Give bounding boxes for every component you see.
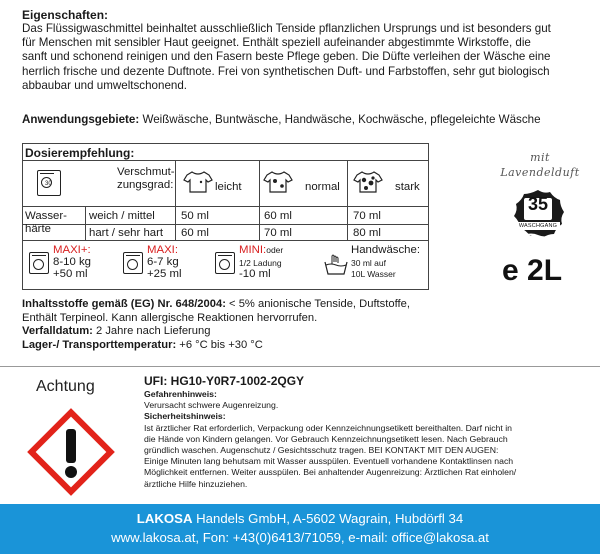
expiry-line [22, 325, 442, 339]
row-hard-normal: 70 ml [264, 227, 292, 239]
mini-load: 1/2 Ladung [239, 258, 282, 268]
storage-value: +6 °C bis +30 °C [179, 338, 263, 351]
volume-label: e 2L [502, 254, 563, 287]
application-label: Anwendungsgebiete: [22, 113, 140, 126]
maxi-plus-ml: +50 ml [53, 268, 88, 280]
machine-temp: 30 [45, 181, 52, 187]
properties-line: herrlich frische und dezente Duftnote. Frei von synthetischen Duft- und Farbstoffen, sehr gut biologisch [22, 64, 550, 78]
properties-line: für Menschen mit sensibler Haut geeignet. Enthält speziell aufeinander abgestimmte Wirkstoffe, die [22, 36, 531, 50]
maxi-ml: +25 ml [147, 268, 182, 280]
soil-label [117, 166, 175, 192]
application-areas [22, 113, 541, 126]
maxi-kg: 6-7 kg [147, 256, 179, 268]
hand-label: Handwäsche: [351, 244, 421, 256]
row-hard-light: 60 ml [181, 227, 209, 239]
expiry-label: Verfalldatum: [22, 325, 93, 338]
hazard-block [144, 389, 584, 490]
handwash-icon [323, 252, 349, 276]
footer [0, 504, 600, 554]
row-hard-label: hart / sehr hart [89, 227, 164, 239]
mini-ml: -10 ml [239, 268, 271, 280]
hardness-label-line: Wasser- [25, 210, 67, 222]
row-soft-normal: 60 ml [264, 210, 292, 222]
hardness-label-line: härte [25, 223, 51, 235]
mini-label-suffix: oder [266, 245, 284, 255]
lavender-line: mit [530, 151, 550, 164]
soil-label-line: Verschmut- [117, 166, 175, 178]
row-hard-heavy: 80 ml [353, 227, 381, 239]
hand-water: 10L Wasser [351, 269, 396, 279]
level-normal: normal [305, 181, 340, 193]
ingredients-line [22, 298, 442, 312]
row-soft-light: 50 ml [181, 210, 209, 222]
safety-title: Sicherheitshinweis: [144, 411, 226, 422]
tshirt-light-icon [183, 170, 213, 194]
ingredients-line2: Enthält Terpineol. Kann allergische Reaktionen hervorrufen. [22, 311, 318, 324]
hardness-label [25, 210, 67, 236]
badge-temp: 35 [527, 194, 549, 214]
properties-line: abbaubar und umweltschonend. [22, 78, 188, 92]
machine-maxi-plus-icon [29, 252, 49, 274]
footer-contact: www.lakosa.at, Fon: +43(0)6413/71059, e-mail: office@lakosa.at [111, 530, 489, 545]
row-soft-label: weich / mittel [89, 210, 155, 222]
machine-maxi-icon [123, 252, 143, 274]
properties-text [22, 22, 582, 93]
level-light: leicht [215, 181, 242, 193]
company-name: LAKOSA [136, 511, 193, 526]
expiry-value: 2 Jahre nach Lieferung [95, 325, 211, 338]
maxi-label: MAXI: [147, 244, 179, 256]
level-heavy: stark [395, 181, 420, 193]
maxi-plus-kg: 8-10 kg [53, 256, 91, 268]
ingredients-label: Inhaltsstoffe gemäß (EG) Nr. 648/2004: [22, 298, 226, 310]
mini-label [239, 244, 283, 257]
soil-label-line: zungsgrad: [117, 179, 174, 191]
ingredients-block [22, 298, 442, 352]
properties-title: Eigenschaften: [22, 8, 109, 22]
lavender-line: Lavendelduft [500, 166, 580, 179]
machine-mini-icon [215, 252, 235, 274]
lavender-text [480, 150, 600, 180]
safety-line: Ist ärztlicher Rat erforderlich, Verpackung oder Kennzeichnungsetikett bereithalten. Darf nicht in [144, 422, 512, 433]
dosage-table [22, 143, 429, 290]
badge-temp-label: WASCHGANG [518, 223, 558, 229]
dosage-title: Dosierempfehlung: [25, 146, 135, 160]
section-divider [0, 366, 600, 367]
properties-line: sanft und schonend reinigen und den Fasern beste Pflege geben. Die Düfte verleihen der Wäsche eine [22, 50, 551, 64]
warning-title: Achtung [36, 378, 95, 395]
hazard-title: Gefahrenhinweis: [144, 389, 217, 399]
row-soft-heavy: 70 ml [353, 210, 381, 222]
safety-line: ärztliche Hilfe hinzuziehen. [144, 478, 248, 489]
company-address: Handels GmbH, A-5602 Wagrain, Hubdörfl 34 [192, 511, 464, 526]
storage-line [22, 339, 442, 353]
storage-label: Lager-/ Transporttemperatur: [22, 338, 177, 351]
tshirt-normal-icon [263, 170, 293, 194]
safety-line: gründlich waschen. Augenschutz / Gesichtsschutz tragen. BEI KONTAKT MIT DEN AUGEN: [144, 445, 499, 456]
hand-amount: 30 ml auf [351, 258, 386, 268]
ghs-exclamation-icon [24, 405, 118, 499]
safety-line: Einige Minuten lang behutsam mit Wasser ausspülen. Eventuell vorhandene Kontaktlinsen nach [144, 456, 514, 467]
tshirt-heavy-icon [353, 170, 383, 194]
maxi-plus-label: MAXI+: [53, 244, 91, 256]
safety-line: Möglichkeit entfernen. Weiter ausspülen. Bei anhaltender Augenreizung: Ärztlichen Rat einholen/ [144, 467, 517, 478]
footer-company [0, 511, 600, 526]
hazard-text: Verursacht schwere Augenreizung. [144, 400, 279, 411]
safety-line: die Hände von Kindern gelangen. Vor Gebrauch Kennzeichnungsetikett lesen. Nach Gebrauch [144, 433, 508, 444]
ufi-code: UFI: HG10-Y0R7-1002-2QGY [144, 374, 305, 388]
ingredients-value: < 5% anionische Tenside, Duftstoffe, [229, 298, 410, 310]
mini-label-text: MINI: [239, 244, 267, 256]
properties-line: Das Flüssigwaschmittel beinhaltet ausschließlich Tenside pflanzlichen Ursprungs und ist besonders gut [22, 22, 551, 35]
application-value: Weißwäsche, Buntwäsche, Handwäsche, Kochwäsche, pflegeleichte Wäsche [142, 113, 541, 126]
